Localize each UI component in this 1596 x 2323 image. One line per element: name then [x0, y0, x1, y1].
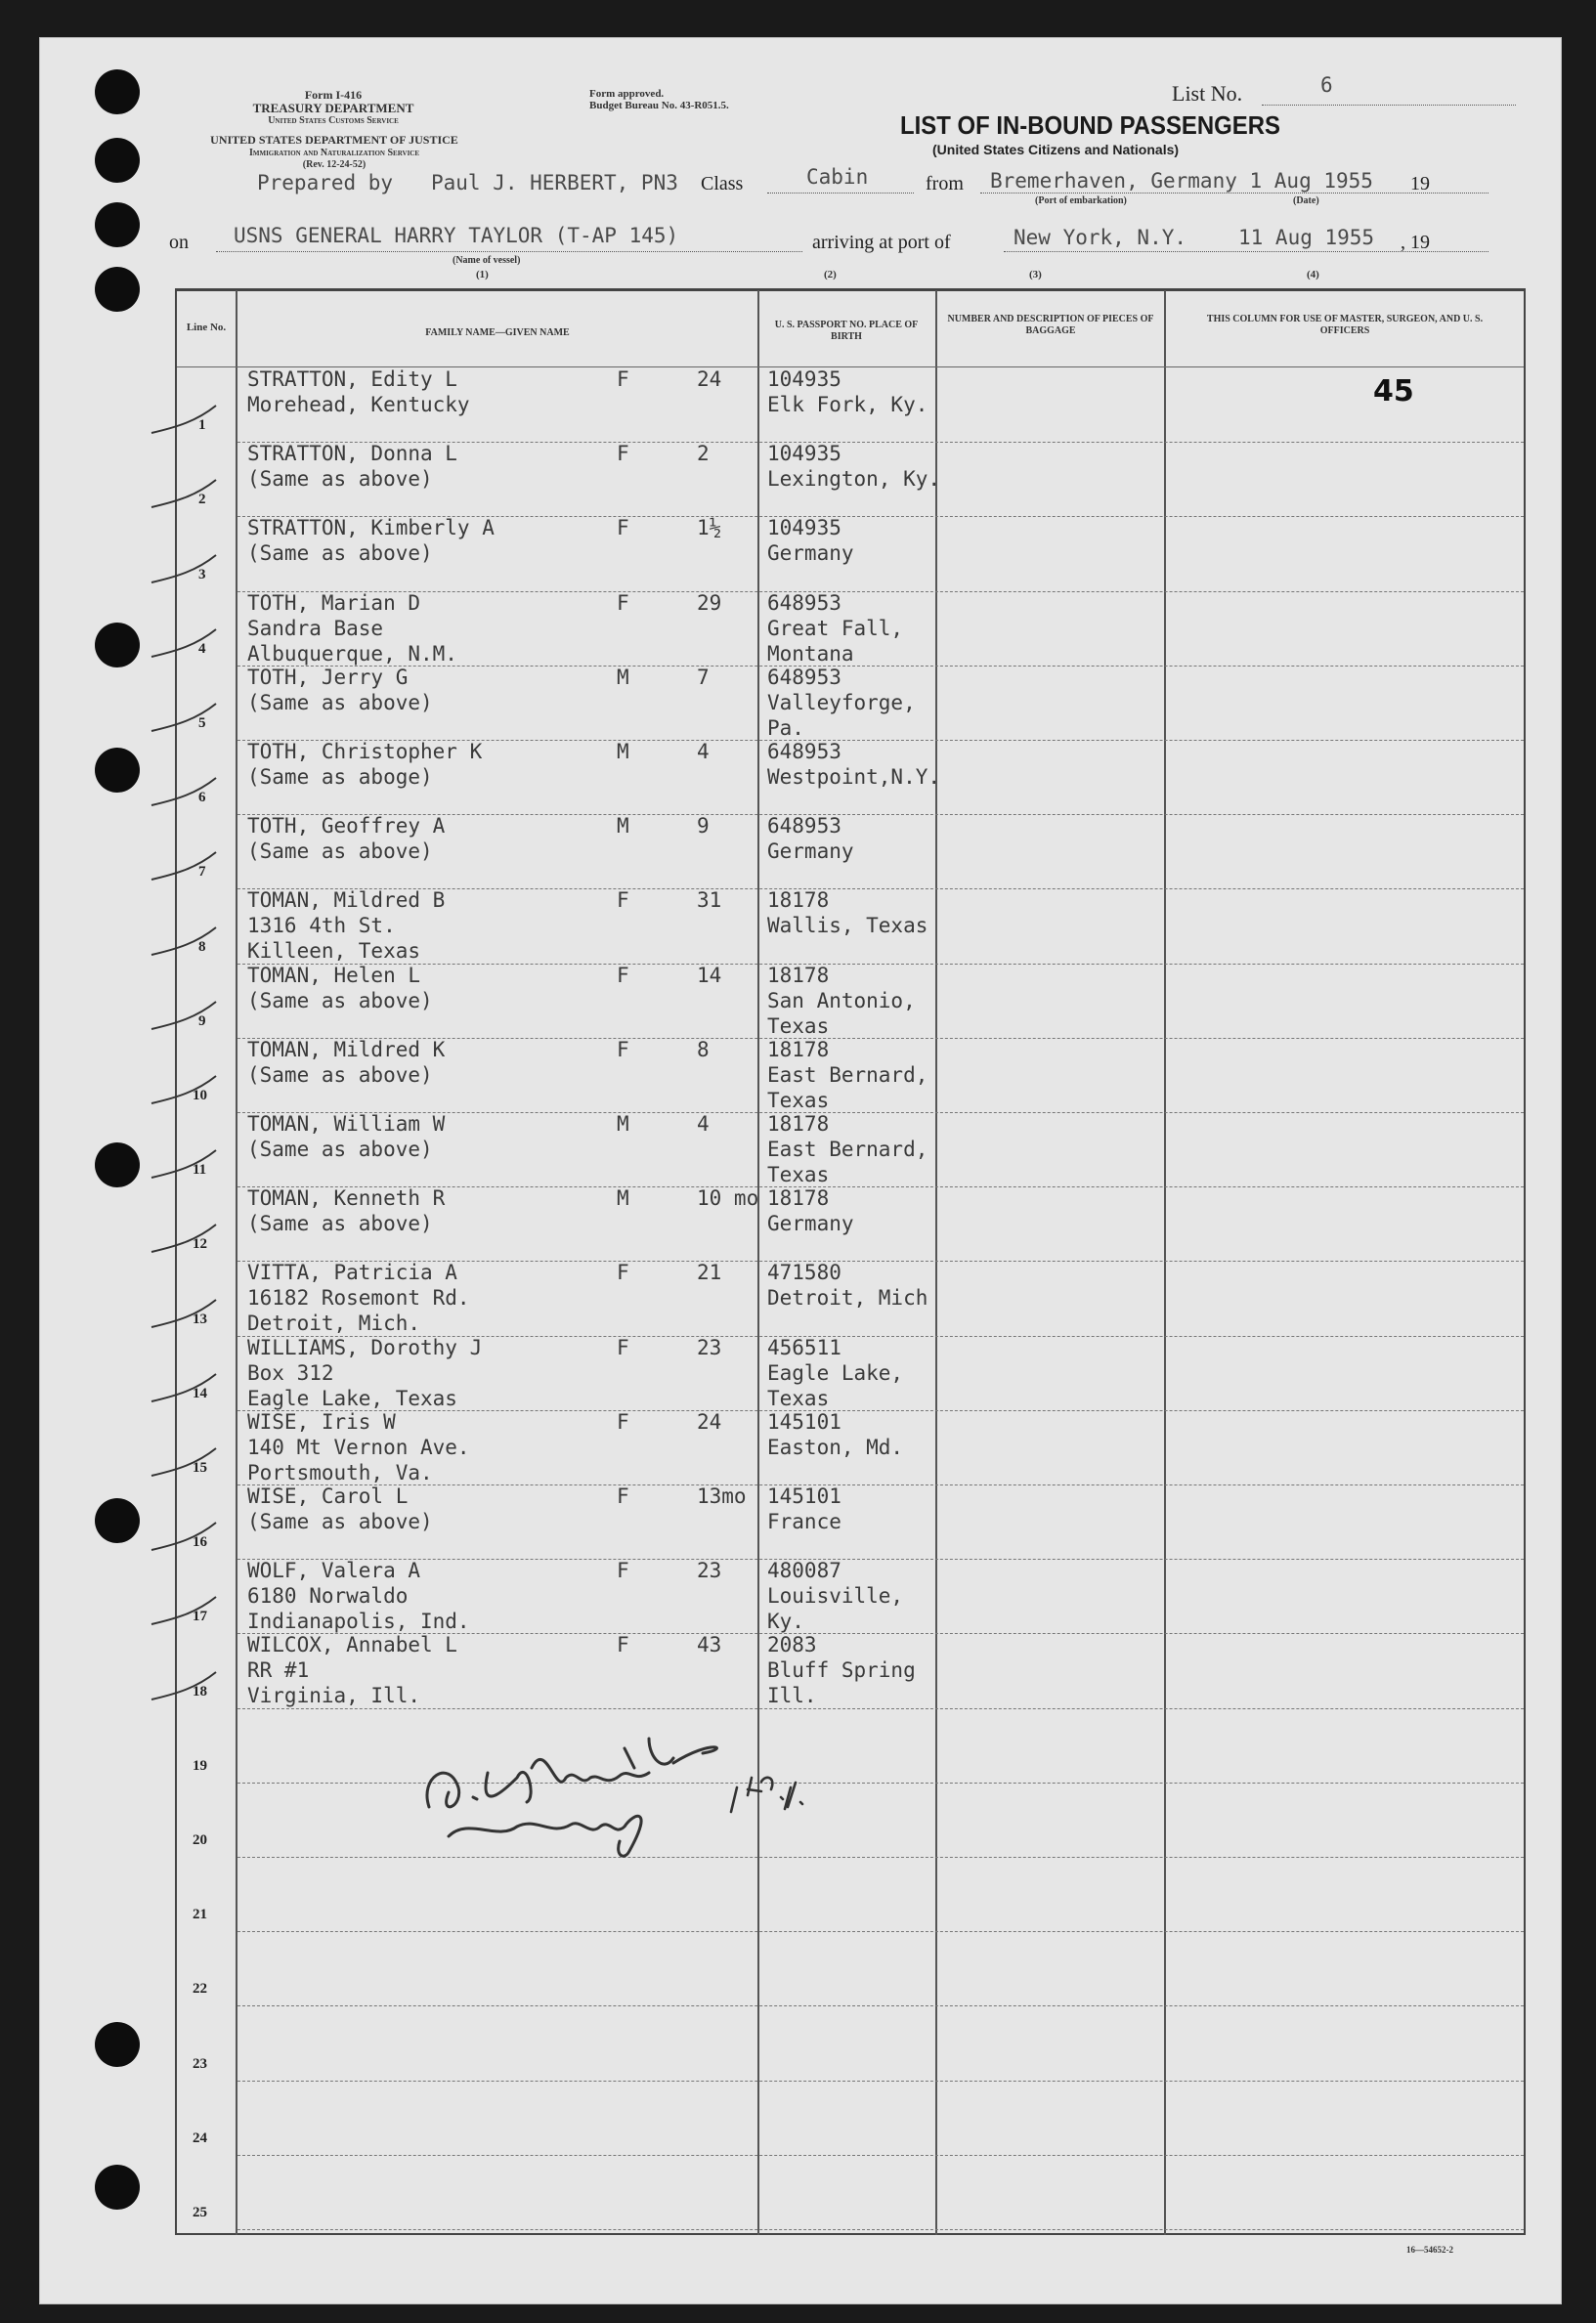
prepared-by-label: Prepared by	[257, 171, 394, 194]
passport-number: 648953	[767, 665, 841, 689]
passenger-age: 21	[697, 1261, 722, 1285]
passenger-name: TOTH, Christopher K	[247, 740, 483, 763]
line-number: 1	[198, 417, 206, 434]
passenger-sex: M	[617, 1112, 629, 1136]
passport-number: 648953	[767, 740, 841, 763]
row-separator	[237, 591, 1524, 593]
passenger-address: (Same as aboge)	[247, 765, 433, 789]
line-number: 21	[193, 1907, 207, 1923]
passenger-name: TOMAN, William W	[247, 1112, 446, 1136]
passenger-age: 2	[697, 442, 710, 466]
passenger-name: TOMAN, Kenneth R	[247, 1186, 446, 1211]
port-embark-caption: (Port of embarkation)	[1035, 195, 1127, 206]
punch-hole	[95, 69, 140, 114]
passenger-name: TOTH, Geoffrey A	[247, 814, 446, 839]
passenger-sex: F	[617, 516, 629, 540]
passport-number: 648953	[767, 814, 841, 839]
check-mark	[148, 1666, 236, 1705]
check-mark	[148, 1144, 236, 1183]
punch-hole	[95, 1498, 140, 1543]
line-number: 9	[198, 1012, 206, 1029]
passenger-age: 24	[697, 1409, 722, 1434]
passenger-address: Box 312	[247, 1360, 334, 1385]
check-mark	[148, 1294, 236, 1333]
caption-3: (3)	[1029, 269, 1042, 280]
punch-hole	[95, 748, 140, 793]
officer-mark: 45	[1373, 374, 1414, 409]
form-approved: Form approved.	[589, 88, 665, 100]
passenger-address: (Same as above)	[247, 1510, 433, 1533]
place-of-birth: Great Fall,	[767, 616, 904, 640]
row-separator	[237, 1931, 1524, 1933]
arrival-date: 11 Aug 1955	[1238, 226, 1375, 249]
passport-number: 104935	[767, 516, 841, 540]
budget-bureau: Budget Bureau No. 43-R051.5.	[589, 100, 729, 111]
passenger-age: 8	[697, 1037, 710, 1061]
form-title: LIST OF IN-BOUND PASSENGERS	[900, 110, 1280, 140]
check-mark	[148, 1219, 236, 1258]
passenger-name: TOMAN, Mildred K	[247, 1037, 446, 1061]
passenger-sex: F	[617, 367, 629, 391]
place-of-birth: Montana	[767, 641, 854, 666]
passenger-sex: F	[617, 1261, 629, 1285]
passenger-sex: F	[617, 1484, 629, 1508]
vessel-caption: (Name of vessel)	[453, 255, 521, 266]
passenger-name: WOLF, Valera A	[247, 1559, 421, 1583]
passenger-age: 4	[697, 740, 710, 763]
passenger-name: WISE, Carol L	[247, 1484, 409, 1508]
col-header-officers: THIS COLUMN FOR USE OF MASTER, SURGEON, AND U. S. OFFICERS	[1206, 314, 1484, 336]
place-of-birth: East Bernard,	[767, 1138, 928, 1161]
line-number: 17	[193, 1609, 207, 1625]
passenger-age: 10 mo	[697, 1186, 759, 1211]
punch-hole	[95, 202, 140, 247]
passenger-address: RR #1	[247, 1658, 310, 1683]
line-number: 18	[193, 1683, 207, 1699]
document-page	[39, 37, 1562, 2304]
passenger-age: 29	[697, 590, 722, 615]
customs-service: United States Customs Service	[268, 115, 399, 126]
passenger-age: 31	[697, 888, 722, 913]
class-label: Class	[701, 173, 744, 194]
passport-number: 18178	[767, 1112, 830, 1136]
from-line	[980, 193, 1488, 194]
passenger-age: 43	[697, 1633, 722, 1657]
form-footer: 16—54652-2	[1406, 2245, 1453, 2255]
passenger-age: 4	[697, 1112, 710, 1136]
line-number: 13	[193, 1311, 207, 1327]
passenger-sex: F	[617, 1409, 629, 1434]
form-subtitle: (United States Citizens and Nationals)	[932, 142, 1180, 157]
place-of-birth: San Antonio,	[767, 988, 916, 1012]
row-separator	[237, 964, 1524, 966]
line-number: 11	[193, 1162, 207, 1179]
passenger-address: Albuquerque, N.M.	[247, 641, 457, 666]
passenger-address: (Same as above)	[247, 839, 433, 864]
place-of-birth: Germany	[767, 541, 854, 566]
list-no-line	[1262, 105, 1516, 106]
justice-dept: UNITED STATES DEPARTMENT OF JUSTICE	[210, 133, 458, 147]
passenger-address: (Same as above)	[247, 1062, 433, 1087]
passenger-sex: M	[617, 814, 629, 839]
check-mark	[148, 1368, 236, 1407]
passport-number: 2083	[767, 1633, 817, 1657]
line-number: 4	[198, 640, 206, 657]
line-number: 24	[193, 2129, 207, 2146]
passenger-name: WILLIAMS, Dorothy J	[247, 1335, 483, 1359]
check-mark	[148, 1517, 236, 1556]
list-no-label: List No.	[1172, 81, 1243, 106]
form-number: Form I-416	[304, 88, 363, 102]
check-mark	[148, 474, 236, 513]
place-of-birth: Texas	[767, 1386, 830, 1410]
from-label: from	[926, 173, 964, 194]
passenger-address: Virginia, Ill.	[247, 1684, 421, 1708]
passenger-name: WILCOX, Annabel L	[247, 1633, 457, 1657]
passenger-age: 13mo	[697, 1484, 747, 1508]
row-separator	[237, 2229, 1524, 2231]
place-of-birth: Ky.	[767, 1610, 804, 1634]
check-mark	[148, 1591, 236, 1630]
passport-number: 456511	[767, 1335, 841, 1359]
passenger-address: (Same as above)	[247, 988, 433, 1012]
passenger-sex: F	[617, 1335, 629, 1359]
passenger-sex: M	[617, 665, 629, 689]
row-separator	[237, 2081, 1524, 2083]
passenger-sex: F	[617, 1037, 629, 1061]
place-of-birth: Detroit, Mich	[767, 1286, 928, 1311]
passenger-address: (Same as above)	[247, 1138, 433, 1161]
place-of-birth: Wallis, Texas	[767, 914, 928, 938]
check-mark	[148, 698, 236, 737]
passport-number: 471580	[767, 1261, 841, 1285]
passport-number: 18178	[767, 1186, 830, 1211]
line-number: 2	[198, 492, 206, 508]
check-mark	[148, 772, 236, 811]
passenger-name: VITTA, Patricia A	[247, 1261, 457, 1285]
caption-2: (2)	[824, 269, 837, 280]
passenger-name: TOTH, Jerry G	[247, 665, 409, 689]
passenger-age: 24	[697, 367, 722, 391]
check-mark	[148, 922, 236, 961]
passenger-address: Portsmouth, Va.	[247, 1460, 433, 1484]
line-number: 16	[193, 1534, 207, 1551]
arriving-label: arriving at port of	[812, 232, 951, 253]
line-number: 8	[198, 938, 206, 955]
punch-hole	[95, 138, 140, 183]
line-number: 12	[193, 1236, 207, 1253]
punch-hole	[95, 623, 140, 667]
place-of-birth: Texas	[767, 1088, 830, 1112]
vessel-name: USNS GENERAL HARRY TAYLOR (T-AP 145)	[234, 224, 679, 247]
passenger-name: TOTH, Marian D	[247, 590, 421, 615]
place-of-birth: East Bernard,	[767, 1062, 928, 1087]
signature	[380, 1680, 849, 1866]
passenger-sex: F	[617, 1559, 629, 1583]
passenger-address: Sandra Base	[247, 616, 384, 640]
passenger-name: TOMAN, Helen L	[247, 963, 421, 987]
passenger-age: 9	[697, 814, 710, 839]
passport-number: 104935	[767, 442, 841, 466]
punch-hole	[95, 2165, 140, 2210]
line-number: 14	[193, 1385, 207, 1401]
passenger-sex: F	[617, 888, 629, 913]
row-separator	[237, 2005, 1524, 2007]
line-number: 22	[193, 1981, 207, 1998]
passenger-address: Morehead, Kentucky	[247, 393, 470, 416]
line-number: 23	[193, 2055, 207, 2072]
col-header-passport: U. S. PASSPORT NO. PLACE OF BIRTH	[774, 320, 919, 342]
vessel-line	[216, 251, 802, 252]
line-number: 15	[193, 1460, 207, 1476]
passenger-age: 7	[697, 665, 710, 689]
place-of-birth: Elk Fork, Ky.	[767, 393, 928, 416]
passenger-sex: F	[617, 1633, 629, 1657]
passenger-address: (Same as above)	[247, 690, 433, 714]
year-suffix-2: , 19	[1401, 232, 1430, 253]
caption-1: (1)	[476, 269, 489, 280]
passport-number: 648953	[767, 590, 841, 615]
prepared-by-value: Paul J. HERBERT, PN3	[431, 171, 678, 194]
place-of-birth: Germany	[767, 1212, 854, 1236]
passenger-address: Indianapolis, Ind.	[247, 1610, 470, 1634]
passenger-age: 14	[697, 963, 722, 987]
treasury-dept: TREASURY DEPARTMENT	[252, 101, 414, 115]
passenger-address: Detroit, Mich.	[247, 1312, 421, 1336]
row-separator	[237, 2155, 1524, 2157]
passenger-name: TOMAN, Mildred B	[247, 888, 446, 913]
ins-name: Immigration and Naturalization Service	[248, 148, 420, 158]
passport-number: 145101	[767, 1484, 841, 1508]
passenger-name: WISE, Iris W	[247, 1409, 396, 1434]
check-mark	[148, 1442, 236, 1482]
passenger-age: 1½	[697, 516, 722, 540]
revision-date: (Rev. 12-24-52)	[302, 159, 367, 170]
col-header-line-no: Line No.	[186, 322, 227, 333]
place-of-birth: Louisville,	[767, 1584, 904, 1609]
check-mark	[148, 624, 236, 663]
passenger-address: 6180 Norwaldo	[247, 1584, 409, 1609]
passenger-address: 1316 4th St.	[247, 914, 396, 938]
check-mark	[148, 400, 236, 439]
passenger-address: (Same as above)	[247, 467, 433, 492]
passenger-name: STRATTON, Donna L	[247, 442, 457, 466]
line-number: 6	[198, 790, 206, 806]
passenger-sex: M	[617, 1186, 629, 1211]
passenger-name: STRATTON, Edity L	[247, 367, 457, 391]
passenger-address: Killeen, Texas	[247, 939, 421, 964]
passenger-sex: F	[617, 590, 629, 615]
punch-hole	[95, 2022, 140, 2067]
check-mark	[148, 996, 236, 1035]
check-mark	[148, 1070, 236, 1109]
place-of-birth: Valleyforge,	[767, 690, 916, 714]
passport-number: 480087	[767, 1559, 841, 1583]
passenger-address: Eagle Lake, Texas	[247, 1386, 457, 1410]
line-number: 25	[193, 2205, 207, 2220]
class-line	[767, 193, 914, 194]
line-number: 19	[193, 1757, 207, 1774]
passenger-address: (Same as above)	[247, 1212, 433, 1236]
place-of-birth: Texas	[767, 1163, 830, 1186]
place-of-birth: Pa.	[767, 715, 804, 740]
passenger-name: STRATTON, Kimberly A	[247, 516, 495, 540]
place-of-birth: Bluff Spring	[767, 1658, 916, 1683]
passenger-address: 140 Mt Vernon Ave.	[247, 1435, 470, 1459]
passenger-age: 23	[697, 1335, 722, 1359]
check-mark	[148, 846, 236, 885]
place-of-birth: Germany	[767, 839, 854, 864]
passenger-address: (Same as above)	[247, 541, 433, 566]
passenger-sex: M	[617, 740, 629, 763]
place-of-birth: Eagle Lake,	[767, 1360, 904, 1385]
place-of-birth: Easton, Md.	[767, 1435, 904, 1459]
passenger-address: 16182 Rosemont Rd.	[247, 1286, 470, 1311]
line-number: 3	[198, 566, 206, 582]
from-value: Bremerhaven, Germany 1 Aug 1955	[990, 169, 1373, 193]
on-label: on	[169, 232, 189, 253]
passenger-sex: F	[617, 442, 629, 466]
class-value: Cabin	[806, 165, 869, 189]
passenger-age: 23	[697, 1559, 722, 1583]
col-header-baggage: NUMBER AND DESCRIPTION OF PIECES OF BAGGAGE	[947, 314, 1154, 336]
place-of-birth: Texas	[767, 1013, 830, 1038]
col-header-name: FAMILY NAME—GIVEN NAME	[425, 327, 570, 338]
passport-number: 18178	[767, 1037, 830, 1061]
passport-number: 145101	[767, 1409, 841, 1434]
date-caption: (Date)	[1293, 195, 1319, 206]
year-suffix-1: 19	[1410, 173, 1430, 194]
passport-number: 104935	[767, 367, 841, 391]
line-number: 20	[193, 1832, 207, 1848]
passenger-sex: F	[617, 963, 629, 987]
line-number: 7	[198, 864, 206, 881]
line-number: 5	[198, 715, 206, 731]
place-of-birth: Lexington, Ky.	[767, 467, 941, 492]
place-of-birth: Ill.	[767, 1684, 817, 1708]
punch-hole	[95, 1142, 140, 1187]
check-mark	[148, 549, 236, 588]
arrival-port: New York, N.Y.	[1014, 226, 1187, 249]
list-no-value: 6	[1320, 73, 1333, 97]
place-of-birth: France	[767, 1510, 841, 1533]
place-of-birth: Westpoint,N.Y.	[767, 765, 941, 789]
line-number: 10	[193, 1088, 207, 1103]
row-separator	[237, 1559, 1524, 1561]
caption-4: (4)	[1307, 269, 1319, 280]
passport-number: 18178	[767, 888, 830, 913]
arrival-line	[1004, 251, 1488, 252]
passport-number: 18178	[767, 963, 830, 987]
punch-hole	[95, 267, 140, 312]
